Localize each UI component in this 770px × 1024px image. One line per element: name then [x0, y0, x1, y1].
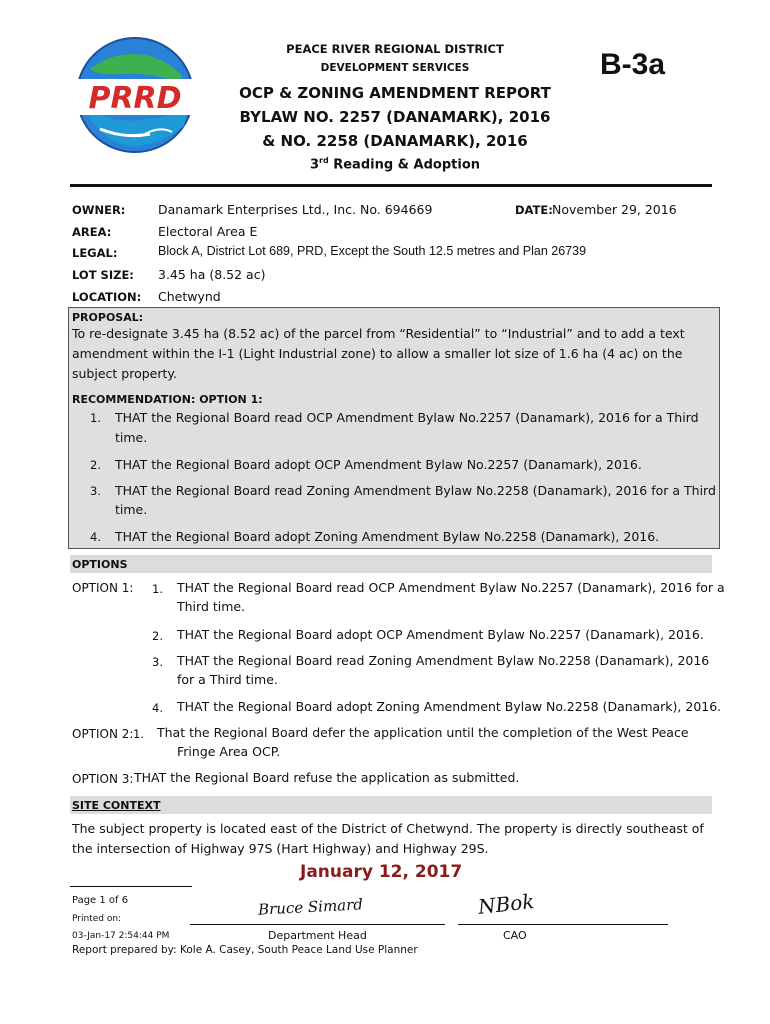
printed-date: 03-Jan-17 2:54:44 PM: [72, 931, 170, 941]
recommendation-label: RECOMMENDATION: OPTION 1:: [72, 393, 263, 406]
location-label: LOCATION:: [72, 290, 142, 304]
proposal-line-3: subject property.: [72, 366, 177, 381]
opt1-2-number: 2.: [152, 629, 163, 643]
footer-rule: [70, 886, 192, 887]
dept-head-signature: Bruce Simard: [257, 895, 364, 919]
date-value: November 29, 2016: [552, 202, 677, 217]
rec-4-number: 4.: [90, 530, 101, 544]
page-number: Page 1 of 6: [72, 895, 129, 906]
lot-size-label: LOT SIZE:: [72, 268, 134, 282]
reading-stage: [220, 156, 570, 172]
area-label: AREA:: [72, 225, 112, 239]
rec-1-number: 1.: [90, 411, 101, 425]
rec-4-line-1: THAT the Regional Board adopt Zoning Amendment Bylaw No.2258 (Danamark), 2016.: [115, 529, 660, 544]
opt1-3-number: 3.: [152, 655, 163, 669]
opt3-text: THAT the Regional Board refuse the application as submitted.: [134, 770, 520, 785]
proposal-label: PROPOSAL:: [72, 311, 144, 324]
dept-name: DEVELOPMENT SERVICES: [320, 62, 470, 74]
bylaw-line-2: & NO. 2258 (DANAMARK), 2016: [262, 132, 528, 150]
opt1-4-number: 4.: [152, 701, 163, 715]
printed-on-label: Printed on:: [72, 914, 122, 924]
opt2-line-1: That the Regional Board defer the application until the completion of the West Peace: [157, 725, 689, 740]
option-2-label: OPTION 2:: [72, 727, 134, 741]
opt1-3-line-2: for a Third time.: [177, 672, 278, 687]
opt1-3-line-1: THAT the Regional Board read Zoning Amendment Bylaw No.2258 (Danamark), 2016: [177, 653, 710, 668]
lot-size-value: 3.45 ha (8.52 ac): [158, 267, 266, 282]
option-1-label: OPTION 1:: [72, 581, 134, 595]
reading-text: Reading & Adoption: [333, 157, 481, 173]
rec-3-line-1: THAT the Regional Board read Zoning Amendment Bylaw No.2258 (Danamark), 2016 for a Third: [115, 483, 716, 498]
location-value: Chetwynd: [158, 289, 221, 304]
proposal-line-1: To re-designate 3.45 ha (8.52 ac) of the parcel from “Residential” to “Industrial” and to add a text: [72, 326, 685, 341]
option-3-label: OPTION 3:: [72, 772, 134, 786]
rec-1-line-2: time.: [115, 430, 148, 445]
date-label: DATE:: [515, 203, 553, 217]
dept-head-line: [190, 924, 445, 925]
site-context-line-1: The subject property is located east of the District of Chetwynd. The property is directly southeast of: [72, 821, 704, 836]
report-code: B-3a: [600, 48, 666, 81]
owner-label: OWNER:: [72, 203, 126, 217]
legal-label: LEGAL:: [72, 246, 118, 260]
rec-2-line-1: THAT the Regional Board adopt OCP Amendment Bylaw No.2257 (Danamark), 2016.: [115, 457, 642, 472]
cao-signature: NBok: [476, 889, 536, 919]
opt1-1-line-2: Third time.: [177, 599, 246, 614]
reading-number: 3: [309, 157, 320, 173]
rec-3-number: 3.: [90, 484, 101, 498]
dept-head-label: Department Head: [268, 929, 367, 942]
opt1-2-line-1: THAT the Regional Board adopt OCP Amendment Bylaw No.2257 (Danamark), 2016.: [177, 627, 704, 642]
legal-value: Block A, District Lot 689, PRD, Except the South 12.5 metres and Plan 26739: [158, 244, 587, 258]
opt1-4-line-1: THAT the Regional Board adopt Zoning Amendment Bylaw No.2258 (Danamark), 2016.: [177, 699, 722, 714]
header-divider: [70, 184, 712, 187]
received-date-stamp: January 12, 2017: [300, 862, 463, 882]
opt1-1-line-1: THAT the Regional Board read OCP Amendment Bylaw No.2257 (Danamark), 2016 for a: [177, 580, 725, 595]
owner-value: Danamark Enterprises Ltd., Inc. No. 694669: [158, 202, 433, 217]
opt1-1-number: 1.: [152, 582, 163, 596]
site-context-line-2: the intersection of Highway 97S (Hart Highway) and Highway 29S.: [72, 841, 489, 856]
rec-1-line-1: THAT the Regional Board read OCP Amendment Bylaw No.2257 (Danamark), 2016 for a Third: [115, 410, 699, 425]
site-context-bar: [70, 796, 712, 814]
options-heading-bar: [70, 555, 712, 573]
logo-text: PRRD: [88, 81, 182, 116]
site-context-label: SITE CONTEXT: [72, 799, 161, 812]
rec-2-number: 2.: [90, 458, 101, 472]
options-label: OPTIONS: [72, 558, 128, 571]
bylaw-line-1: BYLAW NO. 2257 (DANAMARK), 2016: [239, 108, 551, 126]
org-name: PEACE RIVER REGIONAL DISTRICT: [286, 42, 504, 56]
report-title: OCP & ZONING AMENDMENT REPORT: [239, 84, 551, 102]
proposal-line-2: amendment within the I-1 (Light Industrial zone) to allow a smaller lot size of 1.6 ha (4 ac) on the: [72, 346, 683, 361]
prepared-by: Report prepared by: Kole A. Casey, South Peace Land Use Planner: [72, 944, 418, 956]
prrd-logo: [70, 34, 200, 156]
cao-line: [458, 924, 668, 925]
reading-suffix: rd: [319, 156, 329, 165]
area-value: Electoral Area E: [158, 224, 258, 239]
opt2-number: 1.: [133, 727, 144, 741]
cao-label: CAO: [503, 929, 527, 942]
opt2-line-2: Fringe Area OCP.: [177, 744, 281, 759]
rec-3-line-2: time.: [115, 502, 148, 517]
